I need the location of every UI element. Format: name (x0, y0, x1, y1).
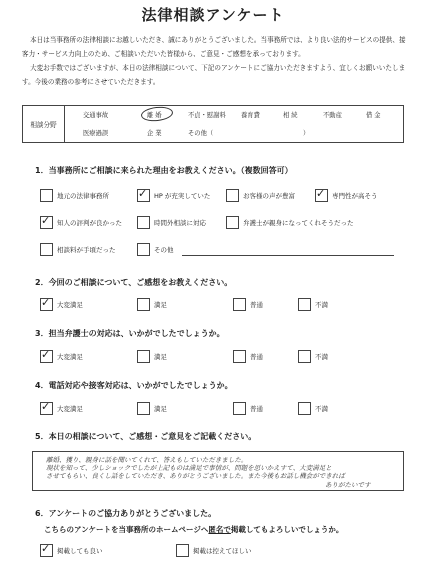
checkbox[interactable] (298, 402, 311, 415)
checkbox[interactable] (298, 350, 311, 363)
q1-title: 1．当事務所にご相談に来られた理由をお教えください。（複数回答可） (35, 166, 293, 175)
checkbox[interactable] (233, 350, 246, 363)
check-mark-icon: ✓ (138, 187, 148, 200)
check-mark-icon: ✓ (316, 187, 326, 200)
field-option-child-support[interactable]: 養育費 (241, 112, 260, 119)
field-close-paren: ） (303, 130, 310, 137)
checkbox[interactable] (137, 402, 150, 415)
q2-title: 2．今回のご相談について、ご感想をお教えください。 (35, 278, 233, 287)
field-option-traffic[interactable]: 交通事故 (83, 112, 109, 119)
q1-option-testimonials[interactable]: お客様の声が豊富 (226, 189, 295, 202)
q4-title: 4．電話対応や接客対応は、いかがでしたでしょうか。 (35, 381, 233, 390)
checkbox[interactable] (40, 189, 53, 202)
q1-option-local[interactable]: 地元の法律事務所 (40, 189, 109, 202)
q3-option-satisfied[interactable]: 満足 (137, 350, 167, 363)
other-text-line[interactable] (182, 255, 394, 256)
checkbox[interactable] (137, 243, 150, 256)
q1-option-hp[interactable]: HP が充実していた (137, 189, 210, 202)
checkbox[interactable] (176, 544, 189, 557)
q3-option-very-satisfied[interactable]: 大変満足 (40, 350, 83, 363)
q1-option-after-hours[interactable]: 時間外相談に対応 (137, 216, 206, 229)
q3-title: 3．担当弁護士の対応は、いかがでしたでしょうか。 (35, 329, 225, 338)
check-mark-icon: ✓ (41, 348, 51, 361)
checkbox[interactable] (233, 402, 246, 415)
field-option-real-estate[interactable]: 不動産 (323, 112, 342, 119)
checkbox[interactable] (137, 216, 150, 229)
field-option-debt[interactable]: 借 金 (366, 112, 381, 119)
q2-option-dissatisfied[interactable]: 不満 (298, 298, 328, 311)
field-option-infidelity[interactable]: 不貞・慰謝料 (188, 112, 226, 119)
checkbox[interactable] (233, 298, 246, 311)
q1-option-reputation[interactable]: 知人の評判が良かった (40, 216, 122, 229)
checkbox[interactable] (40, 243, 53, 256)
q2-option-neutral[interactable]: 普通 (233, 298, 263, 311)
q2-option-satisfied[interactable]: 満足 (137, 298, 167, 311)
checkbox[interactable] (298, 298, 311, 311)
q2-option-very-satisfied[interactable]: 大変満足 (40, 298, 83, 311)
q1-option-other[interactable]: その他 (137, 243, 174, 256)
q4-option-dissatisfied[interactable]: 不満 (298, 402, 328, 415)
field-option-divorce[interactable]: 離 婚 (147, 112, 162, 119)
checkbox[interactable] (137, 350, 150, 363)
field-option-company[interactable]: 企 業 (147, 130, 162, 137)
q3-option-neutral[interactable]: 普通 (233, 350, 263, 363)
check-mark-icon: ✓ (41, 214, 51, 227)
checkbox[interactable] (226, 189, 239, 202)
q3-option-dissatisfied[interactable]: 不満 (298, 350, 328, 363)
checkbox[interactable] (137, 298, 150, 311)
comment-line-3: させてもらい、良くし話をしていただき、ありがとうございました。また今後もお話し機会ができれば (46, 472, 345, 480)
check-mark-icon: ✓ (41, 296, 51, 309)
field-option-medical[interactable]: 医療過誤 (83, 130, 109, 137)
checkbox[interactable] (226, 216, 239, 229)
check-mark-icon: ✓ (41, 400, 51, 413)
q1-option-caring[interactable]: 弁護士が親身になってくれそうだった (226, 216, 354, 229)
q1-option-specialty[interactable]: 専門性が高そう (315, 189, 378, 202)
q5-title: 5．本日の相談について、ご感想・ご意見をご記載ください。 (35, 432, 257, 441)
consultation-field-box (22, 105, 404, 143)
q1-option-fee[interactable]: 相談料が手頃だった (40, 243, 116, 256)
q6-option-decline[interactable]: 掲載は控えてほしい (176, 544, 252, 557)
q4-option-neutral[interactable]: 普通 (233, 402, 263, 415)
q4-option-satisfied[interactable]: 満足 (137, 402, 167, 415)
q4-option-very-satisfied[interactable]: 大変満足 (40, 402, 83, 415)
field-option-other[interactable]: その他（ (188, 130, 214, 137)
field-label: 相談分野 (23, 106, 65, 142)
comment-line-2: 現状を知って、少しショックでしたが上記ものは満足で事情が、問題を思いかえすて、大変満足と (46, 464, 332, 472)
intro-text (22, 33, 412, 89)
comment-line-4: ありがたいです (325, 481, 371, 489)
comment-line-1: 離婚、獲り、親身に話を聞いてくれて、答えもしていただきました。 (46, 456, 248, 464)
intro-paragraph-2: 大変お手数ではございますが、本日の法律相談について、下記のアンケートにご協力いただきますよう、宜しくお願いいたします。今後の業務の参考にさせていただきます。 (22, 64, 406, 86)
q6-subtitle: こちらのアンケートを当事務所のホームページへ匿名で掲載してもよろしいでしょうか。 (44, 525, 344, 534)
q6-option-allow[interactable]: 掲載しても良い (40, 544, 103, 557)
survey-title: 法律相談アンケート (141, 6, 285, 24)
field-option-inheritance[interactable]: 相 続 (283, 112, 298, 119)
intro-paragraph-1: 本日は当事務所の法律相談にお越しいただき、誠にありがとうございました。当事務所では、より良い法的サービスの提供、接客力・サービス力向上のため、ご相談いただいた皆様から、ご意見・ご感想を承っております。 (22, 36, 406, 58)
q6-title: 6．アンケートのご協力ありがとうございました。 (35, 509, 217, 518)
check-mark-icon: ✓ (41, 542, 51, 555)
